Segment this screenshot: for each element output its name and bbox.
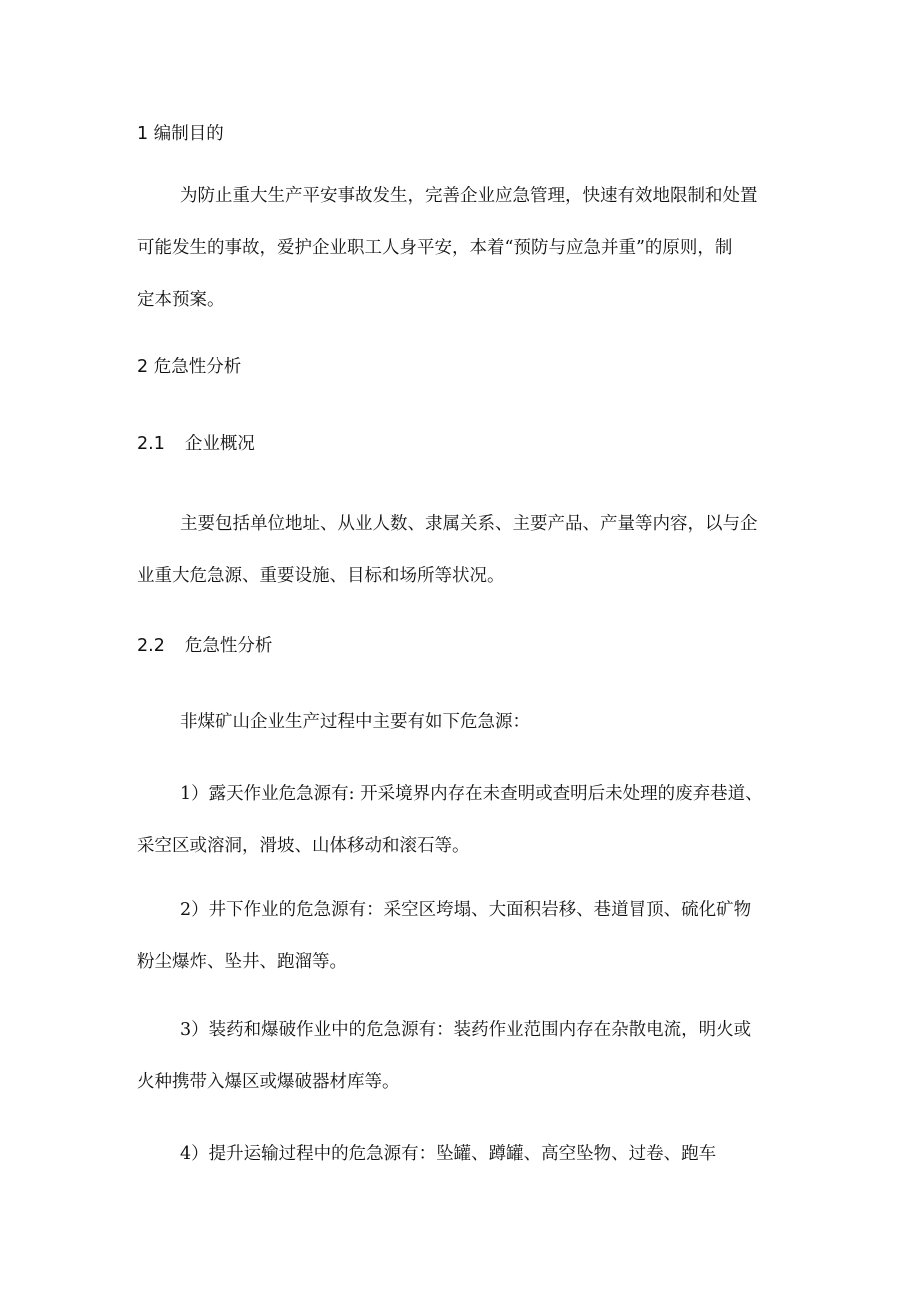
section-1-heading: 1 编制目的 — [137, 124, 224, 144]
paragraph-line: 采空区或溶洞，滑坡、山体移动和滚石等。 — [137, 836, 470, 856]
paragraph-line: 粉尘爆炸、坠井、跑溜等。 — [137, 952, 347, 972]
paragraph-line: 1）露天作业危急源有: 开采境界内存在未查明或查明后未处理的废弃巷道、 — [180, 784, 763, 804]
hazard-item-3 — [137, 1004, 785, 1108]
section-1-paragraph — [137, 170, 785, 326]
section-2-heading: 2 危急性分析 — [137, 357, 242, 377]
section-title: 企业概况 — [184, 434, 255, 454]
paragraph-line: 主要包括单位地址、从业人数、隶属关系、主要产品、产量等内容，以与企 — [180, 514, 758, 534]
paragraph-line: 4）提升运输过程中的危急源有：坠罐、蹲罐、高空坠物、过卷、跑车 — [180, 1144, 717, 1164]
section-number: 2.2 — [137, 636, 165, 656]
section-number: 2.1 — [137, 434, 165, 454]
paragraph-line: 3）装药和爆破作业中的危急源有：装药作业范围内存在杂散电流，明火或 — [180, 1020, 752, 1040]
section-2-2-heading — [137, 634, 272, 658]
paragraph-line: 火种携带入爆区或爆破器材库等。 — [137, 1072, 400, 1092]
paragraph-line: 业重大危急源、重要设施、目标和场所等状况。 — [137, 566, 505, 586]
paragraph-line: 2）井下作业的危急源有：采空区垮塌、大面积岩移、巷道冒顶、硫化矿物 — [180, 900, 752, 920]
hazard-item-4 — [137, 1128, 785, 1180]
hazard-item-2 — [137, 884, 785, 988]
hazard-item-1 — [137, 768, 785, 872]
paragraph-line: 非煤矿山企业生产过程中主要有如下危急源： — [180, 712, 530, 732]
section-2-1-paragraph — [137, 498, 785, 602]
section-2-2-intro — [137, 696, 785, 748]
paragraph-line: 为防止重大生产平安事故发生，完善企业应急管理，快速有效地限制和处置 — [180, 186, 758, 206]
section-title: 危急性分析 — [184, 636, 273, 656]
section-2-1-heading — [137, 432, 255, 456]
paragraph-line: 可能发生的事故，爱护企业职工人身平安，本着“预防与应急并重”的原则，制 — [137, 238, 733, 258]
paragraph-line: 定本预案。 — [137, 290, 225, 310]
